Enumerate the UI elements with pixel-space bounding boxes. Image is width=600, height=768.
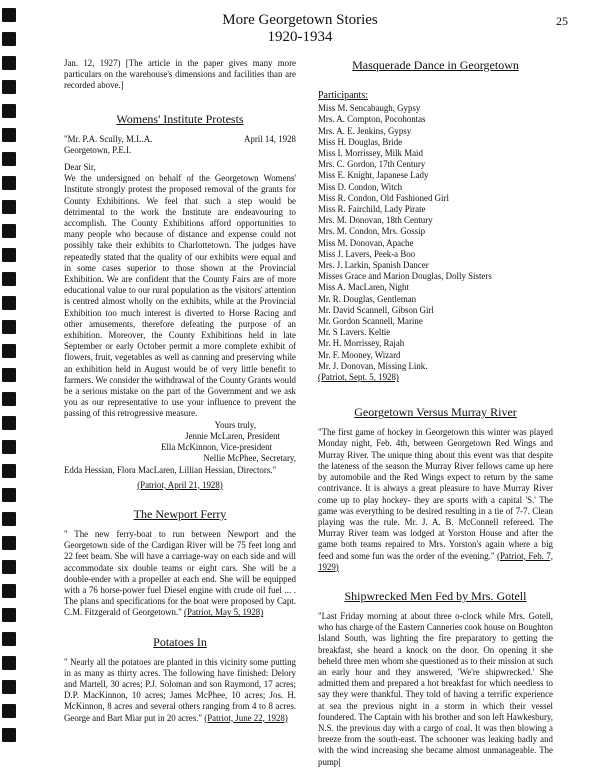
list-item: Mr. David Scannell, Gibson Girl: [318, 304, 434, 315]
list-item: Mr. J. Donovan, Missing Link.: [318, 360, 428, 371]
binding-hole: [2, 296, 16, 310]
letter-salutation: Dear Sir,: [64, 162, 96, 173]
binding-hole: [2, 320, 16, 334]
intro-text: Jan. 12, 1927) [The article in the paper gives many more particulars on the warehouse's dimensions and facilities than are recorded above.]: [64, 58, 296, 91]
signature-secretary: Nellie McPhee, Secretary,: [203, 453, 296, 464]
list-item: Mrs. J. Larkin, Spanish Dancer: [318, 260, 429, 271]
addressee-line2: Georgetown, P.E.I.: [64, 144, 132, 155]
binding-hole: [2, 632, 16, 646]
ferry-body: " The new ferry-boat to run between Newport and the Georgetown side of the Cardigan River will be 75 feet long and 22 feet beam. She will have a carriage-way on each side and will accommodate six double teams or eight cars. She will be a double-ender with a propeller at each end. She will be equipped with a 76 horse-power fuel Diesel engine with crude oil fuel ... . The plans and specifications for the boat were proposed by Capt. C.M. Fitzgerald of Georgetown." (Patriot, May 5, 1928): [64, 528, 296, 618]
list-item: Miss D. Condon, Witch: [318, 181, 403, 192]
binding-hole: [2, 560, 16, 574]
section-title-potatoes: Potatoes In: [153, 634, 207, 649]
participants-label: Participants:: [318, 90, 368, 101]
list-item: Mr. Gordon Scannell, Marine: [318, 316, 423, 327]
header-title: More Georgetown Stories: [222, 12, 378, 28]
page-number: 25: [556, 14, 568, 28]
list-item: Miss E. Knight, Japanese Lady: [318, 170, 429, 181]
binding-strip: [0, 0, 24, 755]
binding-hole: [2, 200, 16, 214]
page-header: [0, 12, 600, 46]
binding-hole: [2, 440, 16, 454]
binding-hole: [2, 704, 16, 718]
shipwrecked-body: "Last Friday morning at about three o-clock while Mrs. Gotell, who has charge of the Eastern Canneries cook house on Boughton Island South, was lighting the fire preparatory to getting the breakfast, she heard a knock on the door. On opening it she beheld three men whom she questioned as to their mission at such an early hour and they answered, 'We're shipwrecked.' She admitted them and prepared a hot breakfast for which needless to say they were thankful. They told of having a terrific experience at sea the previous night in a storm in which their vessel foundered. The Captain with his brother and son left Hawkesbury, N.S. the previous day with a cargo of coal. It was then blowing a breeze from the south-east. The schooner was leaking badly and with the wind increasing she became almost unmanageable. The pump[: [318, 610, 553, 767]
list-item: Mrs. A. Compton, Pocohontas: [318, 114, 426, 125]
binding-hole: [2, 104, 16, 118]
binding-hole: [2, 56, 16, 70]
binding-hole: [2, 344, 16, 358]
binding-hole: [2, 128, 16, 142]
binding-hole: [2, 680, 16, 694]
left-column: [64, 58, 296, 724]
list-item: Miss I. Morrissey, Milk Maid: [318, 148, 423, 159]
binding-hole: [2, 392, 16, 406]
signature-vice-president: Ella McKinnon, Vice-president: [161, 442, 272, 453]
list-item: Miss M. Donovan, Apache: [318, 237, 414, 248]
binding-hole: [2, 728, 16, 742]
letter-header: [64, 134, 296, 156]
citation-ferry: (Patriot, May 5, 1928): [184, 607, 264, 618]
binding-hole: [2, 416, 16, 430]
letter-body: We the undersigned on behalf of the Georgetown Womens' Institute strongly protest the proposed removal of the grants for County Exhibitions. We feel that such a step would be detrimental to the work the Institute are endeavouring to accomplish. The County Exhibitions afford opportunities to many people who because of distance and expense could not possibly take their exhibits to Charlottetown. The judges have repeatedly stated that the quality of our exhibits were equal and in some cases superior to those shown at the Provincial Exhibition. We are confident that the County Fairs are of more educational value to our rural population as the visitors' attention is centred almost wholly on the exhibits, while at the Provincial Exhibition too much interest is diverted to Horse Racing and other amusements, therefore defeating the purpose of an exhibition. Moreover, the County Exhibitions held in late September or early October permit a more complete exhibit of flowers, fruit, vegetables as well as canning and preserving while an exhibition held in August would be of very little benefit to farmers. We consider the withdrawal of the County Grants would be a serious mistake on the part of the Government and we ask you as our representative to use your influence to prevent the passing of this retrogressive measure.: [64, 173, 296, 419]
letter-closing: Yours truly,: [214, 419, 256, 430]
header-years: 1920-1934: [267, 29, 333, 45]
binding-hole: [2, 248, 16, 262]
citation-potatoes: (Patriot, June 22, 1928): [204, 712, 288, 723]
hockey-body: "The first game of hockey in Georgetown this winter was played Monday night, Feb. 4th, between Georgetown Red Wings and Murray River. The unique thing about this event was that despite the lateness of the season the Murray River fellows came up here by automobile and the Red Wings expect to return by the same contrivance. It is always a great pleasure to have Murray River come up to play hockey- they are sports with a capital 'S.' The game was everything to be desired resulting in a tie of 7-7. Clean playing was the rule. Mr. J. A. B. McConnell refereed. The Murray River team was lodged at Yorston House and after the game both teams repaired to Mrs. Yorston's again where a big feed and some fun was the order of the evening." (Patriot, Feb. 7, 1929): [318, 427, 553, 572]
list-item: Mr. F. Mooney, Wizard: [318, 349, 401, 360]
citation-womens: (Patriot, April 21, 1928): [137, 479, 223, 490]
potatoes-body: " Nearly all the potatoes are planted in this vicinity some putting in as many as thirty acres. The following have finished: Delory and Martell, 30 acres; P.J. Soloman and son Raymond, 17 acres; D.P. MacKinnon, 10 acres; James McPhee, 10 acres; Jos. H. McKinnon, 8 acres and several others ranging from 4 to 8 acres. George and Bart Miar put in 20 acres." (Patriot, June 22, 1928): [64, 656, 296, 723]
section-title-newport-ferry: The Newport Ferry: [133, 506, 227, 521]
binding-hole: [2, 656, 16, 670]
section-title-masquerade: Masquerade Dance in Georgetown: [352, 58, 519, 72]
list-item: Mrs. A. E. Jenkins, Gypsy: [318, 125, 412, 136]
addressee-line1: "Mr. P.A. Scully, M.L.A.: [64, 133, 153, 144]
binding-hole: [2, 536, 16, 550]
citation-masquerade: (Patriot, Sept. 5, 1928): [318, 372, 399, 383]
binding-hole: [2, 464, 16, 478]
list-item: Miss J. Lavers, Peek-a Boo: [318, 248, 416, 259]
list-item: Mrs. C. Gordon, 17th Century: [318, 159, 426, 170]
participants-list: [318, 103, 553, 372]
binding-hole: [2, 272, 16, 286]
binding-hole: [2, 80, 16, 94]
signature-directors: Edda Hessian, Flora MacLaren, Lillian Hessian, Directors.": [64, 464, 277, 475]
citation-hockey: (Patriot, Feb. 7, 1929): [318, 550, 553, 572]
binding-hole: [2, 512, 16, 526]
section-title-womens-institute: Womens' Institute Protests: [116, 111, 244, 126]
list-item: Mr. S Lavers. Keltie: [318, 327, 391, 338]
list-item: Misses Grace and Marion Douglas, Dolly Sisters: [318, 271, 492, 282]
binding-hole: [2, 368, 16, 382]
binding-hole: [2, 608, 16, 622]
list-item: Miss H. Douglas, Bride: [318, 136, 403, 147]
section-title-shipwrecked: Shipwrecked Men Fed by Mrs. Gotell: [344, 588, 527, 603]
binding-hole: [2, 224, 16, 238]
letter-date: April 14, 1928: [243, 133, 296, 144]
section-title-hockey: Georgetown Versus Murray River: [354, 405, 517, 420]
list-item: Mr. R. Douglas, Gentleman: [318, 293, 417, 304]
right-column: [318, 58, 553, 768]
list-item: Mrs. M. Donovan, 18th Century: [318, 215, 433, 226]
binding-hole: [2, 584, 16, 598]
signature-president: Jennie McLaren, President: [185, 430, 280, 441]
binding-hole: [2, 176, 16, 190]
list-item: Mr. H. Morrissey, Rajah: [318, 338, 405, 349]
list-item: Miss R. Fairchild, Lady Pirate: [318, 204, 426, 215]
binding-hole: [2, 152, 16, 166]
letter-signatures: [64, 420, 296, 465]
binding-hole: [2, 488, 16, 502]
list-item: Miss A. MacLaren, Night: [318, 282, 409, 293]
list-item: Miss M. Sencabaugh, Gypsy: [318, 103, 421, 114]
list-item: Miss R. Condon, Old Fashioned Girl: [318, 192, 449, 203]
list-item: Mrs. M. Condon, Mrs. Gossip: [318, 226, 426, 237]
